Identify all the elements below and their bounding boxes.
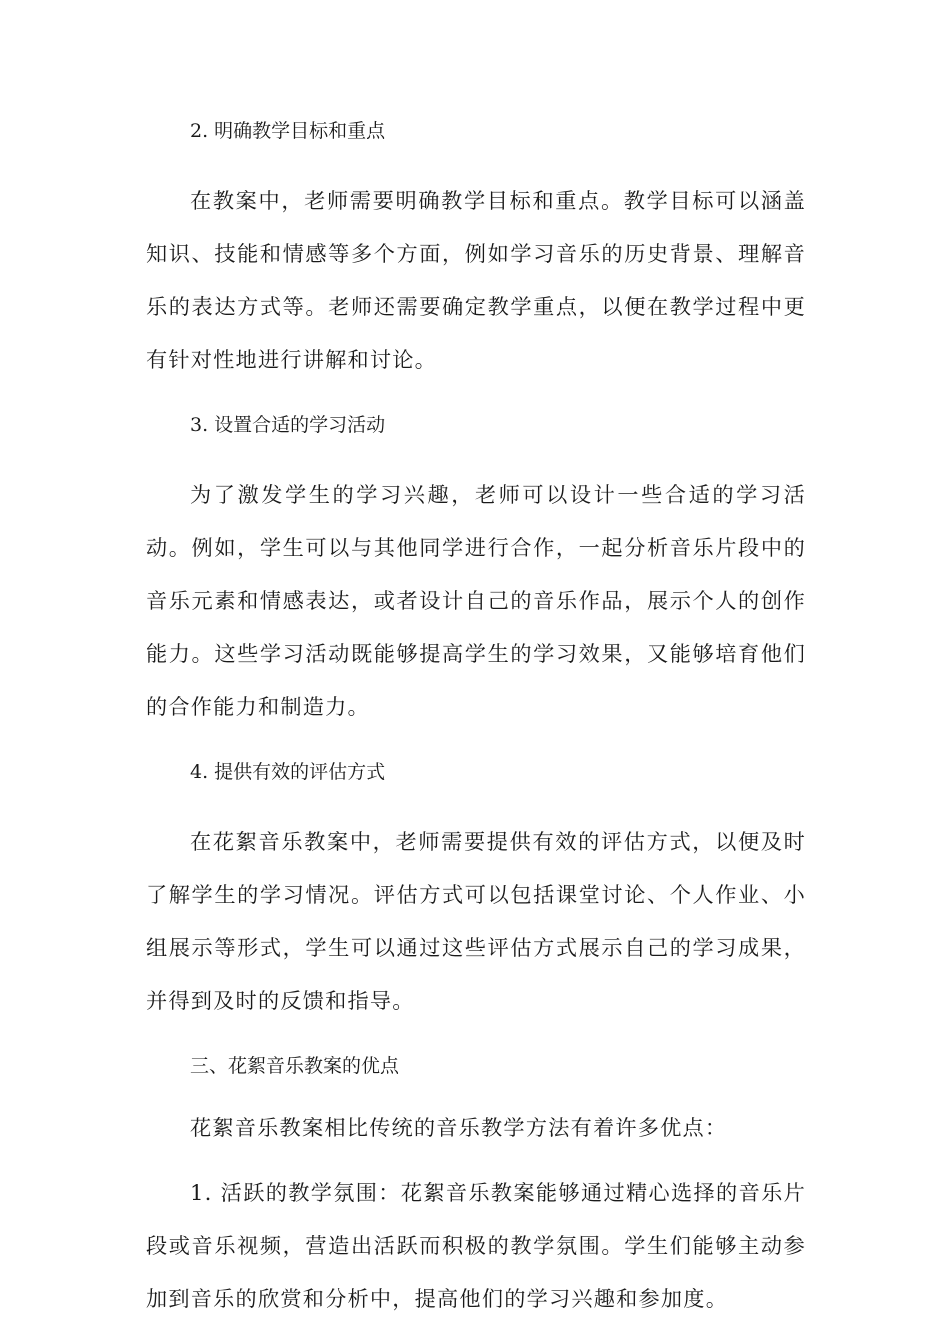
section-heading-goals: 2. 明确教学目标和重点 [190,120,386,142]
section-paragraph-advantages-intro: 花絮音乐教案相比传统的音乐教学方法有着许多优点： [190,1115,728,1140]
section-paragraph-advantage-1: 1. 活跃的教学氛围：花絮音乐教案能够通过精心选择的音乐片段或音乐视频，营造出活跃而积极的教学氛围。学生们能够主动参加到音乐的欣赏和分析中，提高他们的学习兴趣和参加度。 [146,1180,806,1311]
section-heading-activities: 3. 设置合适的学习活动 [190,414,386,436]
section-paragraph-assessment: 在花絮音乐教案中，老师需要提供有效的评估方式，以便及时了解学生的学习情况。评估方式可以包括课堂讨论、个人作业、小组展示等形式，学生可以通过这些评估方式展示自己的学习成果，并得到及时的反馈和指导。 [146,829,806,1013]
section-paragraph-activities: 为了激发学生的学习兴趣，老师可以设计一些合适的学习活动。例如，学生可以与其他同学进行合作，一起分析音乐片段中的音乐元素和情感表达，或者设计自己的音乐作品，展示个人的创作能力。这些学习活动既能够提高学生的学习效果，又能够培育他们的合作能力和制造力。 [146,482,806,719]
section-heading-assessment: 4. 提供有效的评估方式 [190,761,386,783]
document-body [146,112,806,1333]
section-heading-advantages: 三、花絮音乐教案的优点 [190,1055,400,1077]
section-paragraph-goals: 在教案中，老师需要明确教学目标和重点。教学目标可以涵盖知识、技能和情感等多个方面，例如学习音乐的历史背景、理解音乐的表达方式等。老师还需要确定教学重点，以便在教学过程中更有针对性地进行讲解和讨论。 [146,188,806,372]
